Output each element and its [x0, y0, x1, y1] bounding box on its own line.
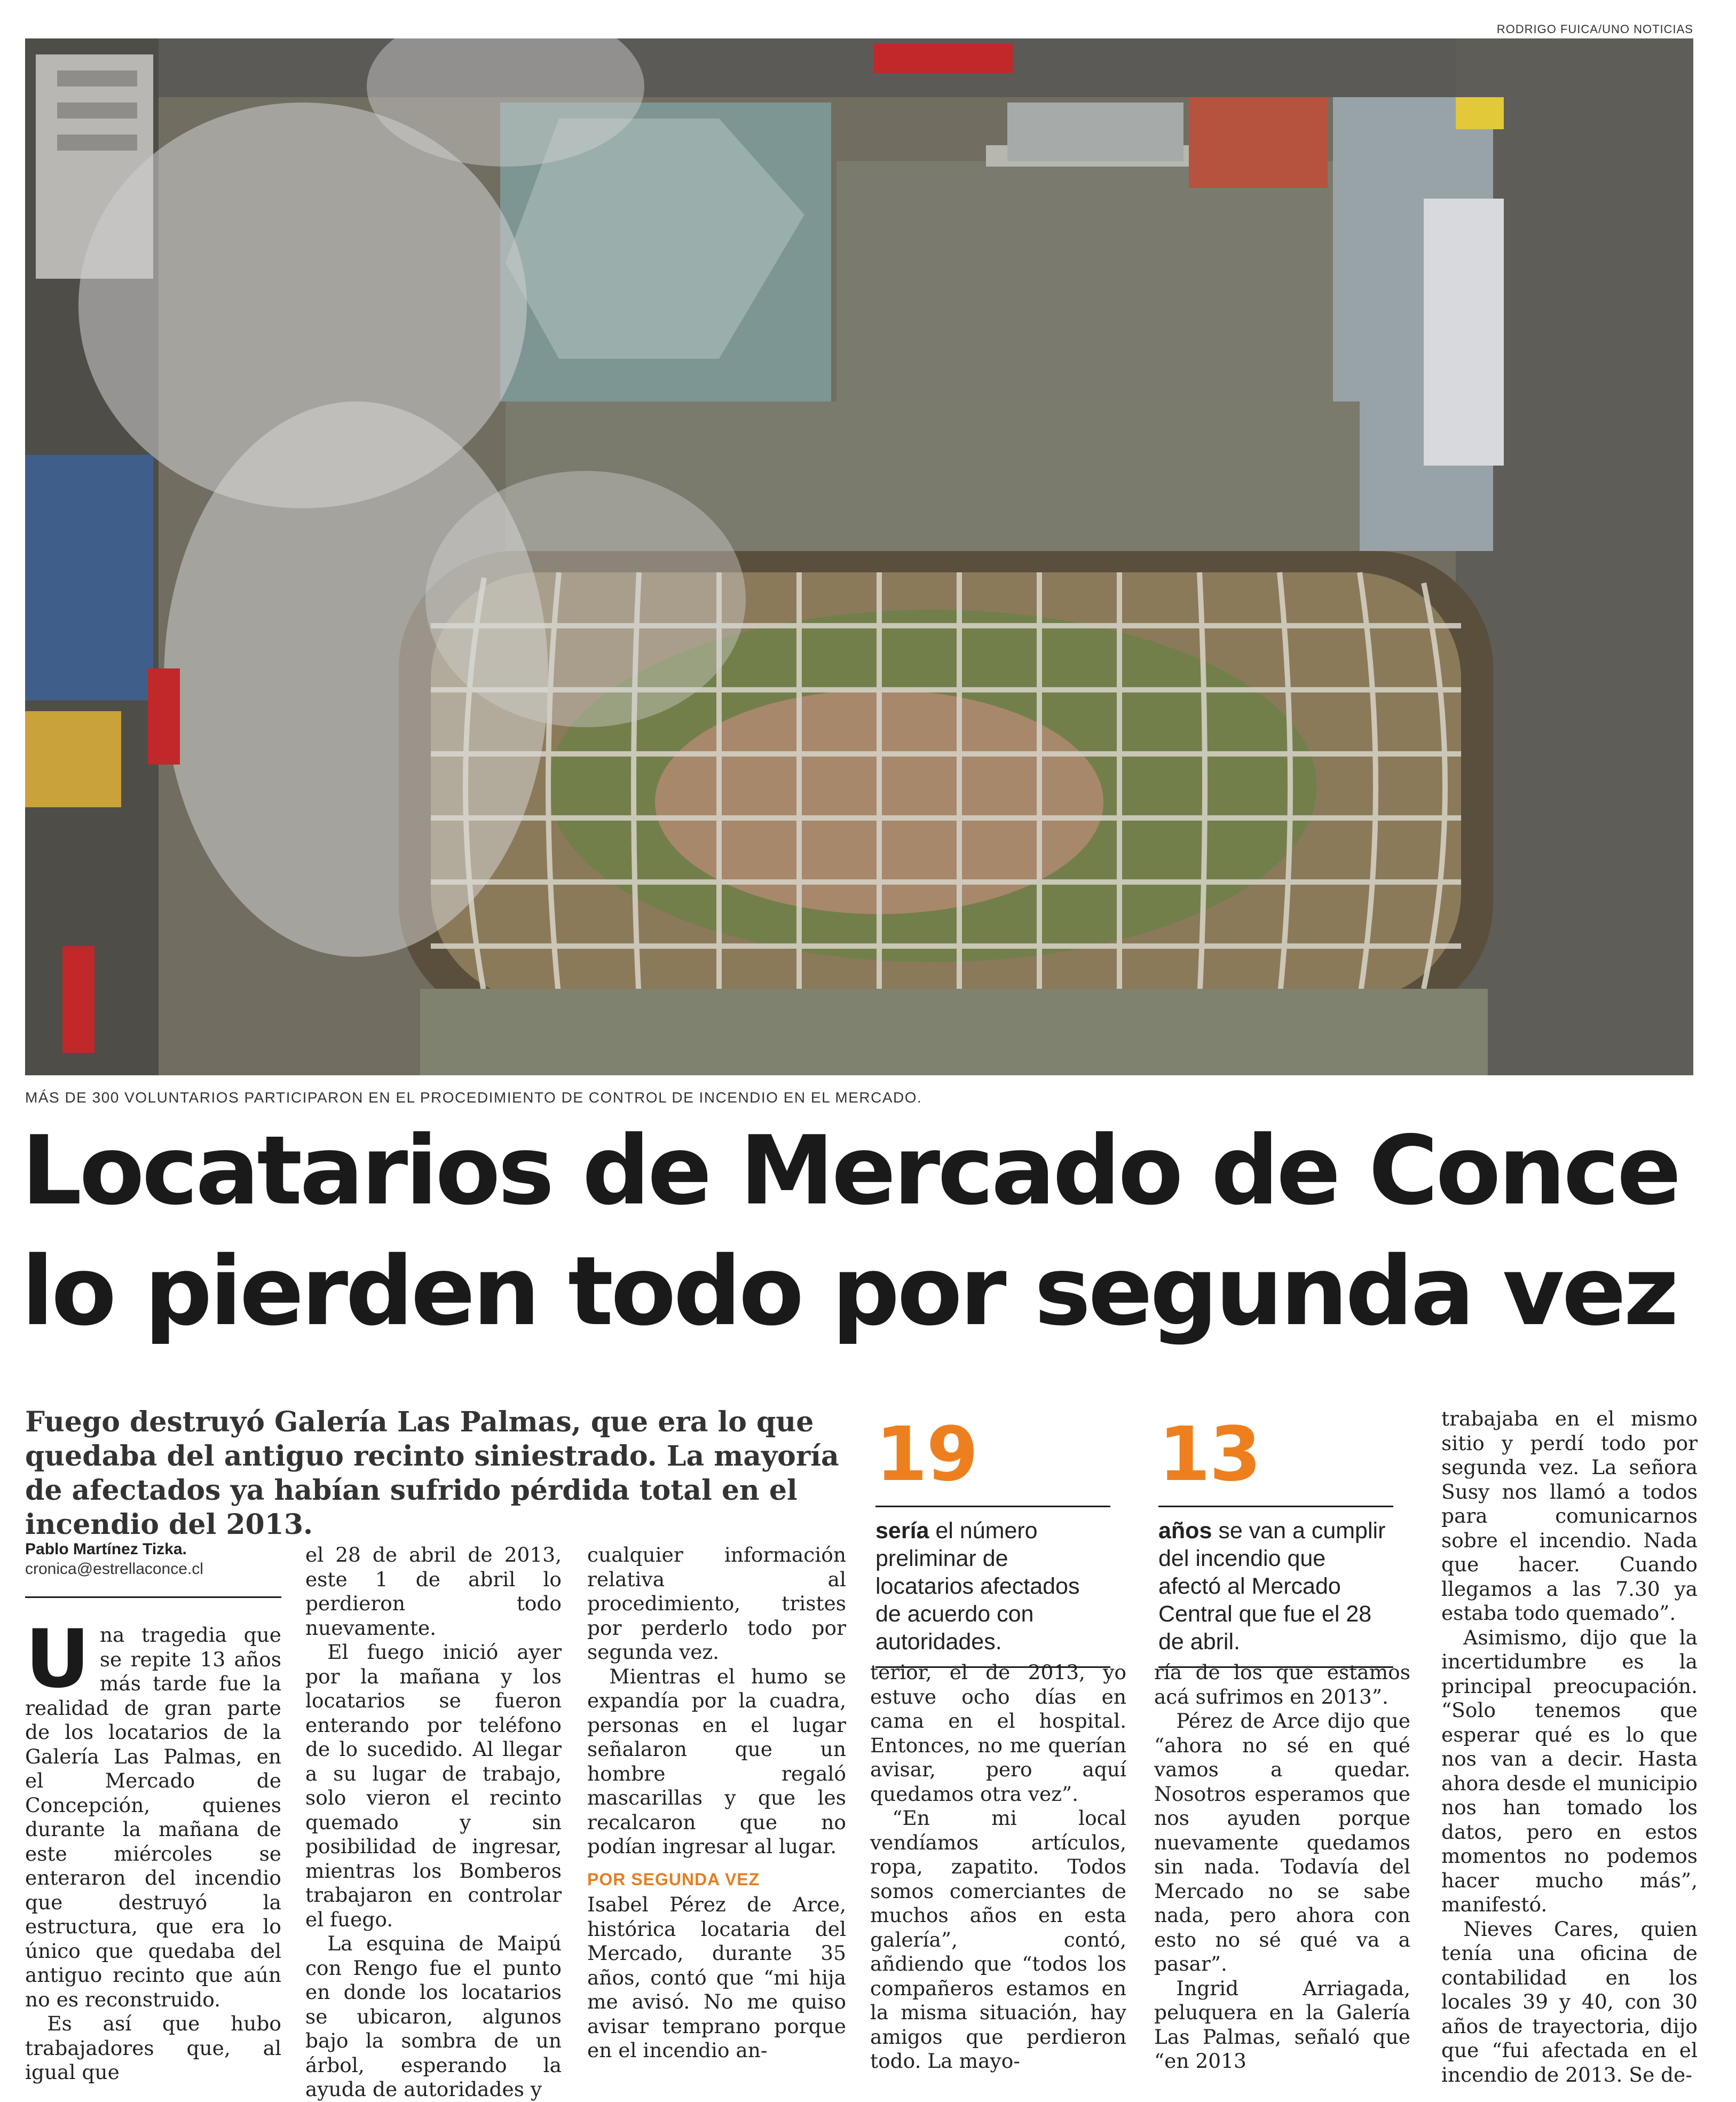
paragraph: Mientras el humo se expandía por la cuadra, personas en el lugar señalaron que un hombre regaló mascarillas y que les recalcaron que no podían ingresar al lugar. — [587, 1664, 846, 1858]
byline-author: Pablo Martínez Tizka. — [25, 1540, 187, 1558]
article-column-3 — [587, 1543, 846, 2063]
article-column-2 — [305, 1543, 562, 2102]
stat-divider — [1158, 1506, 1393, 1507]
deck: Fuego destruyó Galería Las Palmas, que era lo que quedaba del antiguo recinto siniestrado. La mayoría de afectados ya habían sufrido pérdida total en el incendio del 2013. — [25, 1406, 839, 1541]
headline-line-1: Locatarios de Mercado de Conce — [21, 1115, 1679, 1226]
stat-number: 13 — [1158, 1411, 1260, 1498]
article-column-5 — [1154, 1660, 1410, 2074]
paragraph: Ingrid Arriagada, peluquera en la Galería Las Palmas, señaló que “en 2013 — [1154, 1976, 1410, 2073]
paragraph: Nieves Cares, quien tenía una oficina de contabilidad en los locales 39 y 40, con 30 años de trayectoria, dijo que “fui afectada en el incendio de 2013. Se de- — [1441, 1917, 1698, 2087]
headline-line-2: lo pierden todo por segunda vez — [21, 1236, 1676, 1347]
photo-credit: RODRIGO FUICA/UNO NOTICIAS — [1496, 22, 1693, 36]
paragraph: La esquina de Maipú con Rengo fue el punto en donde los locatarios se ubicaron, algunos bajo la sombra de un árbol, esperando la ayuda de autoridades y — [305, 1932, 562, 2101]
byline-divider — [25, 1596, 281, 1598]
article-column-6 — [1441, 1407, 1698, 2087]
aerial-photo-illustration — [25, 38, 1693, 1075]
byline-email: cronica@estrellaconce.cl — [25, 1560, 203, 1578]
stat-divider — [875, 1506, 1110, 1507]
drop-cap: U — [25, 1613, 90, 1706]
stat-text: años se van a cumplir del incendio que afectó al Mercado Central que fue el 28 de abril. — [1158, 1518, 1386, 1655]
paragraph: trabajaba en el mismo sitio y perdí todo por segunda vez. La señora Susy nos llamó a todos para comunicarnos sobre el incendio. Nada que hacer. Cuando llegamos a las 7.30 ya estaba todo quemado”. — [1441, 1407, 1698, 1625]
paragraph: “En mi local vendíamos artículos, ropa, zapatito. Todos somos comerciantes de muchos años en esta galería”, contó, añdiendo que “todos los compañeros estamos en la misma situación, hay amigos que perdieron todo. La mayo- — [870, 1806, 1126, 2073]
stat-number: 19 — [875, 1411, 977, 1498]
subhead: POR SEGUNDA VEZ — [587, 1869, 760, 1889]
stat-box-1 — [875, 1411, 1110, 1668]
paragraph: Pérez de Arce dijo que “ahora no sé en qué vamos a quedar. Nosotros esperamos que nos ayuden porque nuevamente quedamos sin nada. Todavía del Mercado no se sabe nada, pero ahora con esto no sé qué va a pasar”. — [1154, 1709, 1410, 1975]
paragraph: el 28 de abril de 2013, este 1 de abril lo perdieron todo nuevamente. — [305, 1543, 562, 1640]
stat-text: sería el número preliminar de locatarios afectados de acuerdo con autoridades. — [875, 1518, 1080, 1655]
article-column-4 — [870, 1660, 1126, 2074]
paragraph: El fuego inició ayer por la mañana y los locatarios se fueron enterando por teléfono de lo sucedido. Al llegar a su lugar de trabajo, solo vieron el recinto quemado y sin posibilidad de ingresar, mientras los Bomberos trabajaron en controlar el fuego. — [305, 1640, 562, 1931]
paragraph: Asimismo, dijo que la incertidumbre es la principal preocupación. “Solo tenemos que esperar qué es lo que nos van a decir. Hasta ahora desde el municipio nos han tomado los datos, pero en estos momentos no podemos hacer mucho más”, manifestó. — [1441, 1625, 1698, 1916]
photo-caption: MÁS DE 300 VOLUNTARIOS PARTICIPARON EN EL PROCEDIMIENTO DE CONTROL DE INCENDIO EN EL MERCADO. — [25, 1089, 922, 1106]
aerial-photo — [25, 38, 1693, 1075]
paragraph: terior, el de 2013, yo estuve ocho días en cama en el hospital. Entonces, no me querían avisar, pero aquí quedamos otra vez”. — [870, 1660, 1126, 1806]
headline — [21, 1111, 1719, 1352]
paragraph: na tragedia que se repite 13 años más tarde fue la realidad de gran parte de los locatarios de la Galería Las Palmas, en el Mercado de Concepción, quienes durante la mañana de este miércoles se enteraron del incendio que destruyó la estructura, que era lo único que quedaba del antiguo recinto que aún no es reconstruido. — [25, 1623, 281, 2011]
paragraph: Es así que hubo trabajadores que, al igual que — [25, 2012, 281, 2084]
stat-box-2 — [1158, 1411, 1393, 1668]
paragraph: ría de los que estamos acá sufrimos en 2013”. — [1154, 1660, 1410, 1709]
article-column-1 — [25, 1613, 281, 2085]
paragraph: Isabel Pérez de Arce, histórica locataria del Mercado, durante 35 años, contó que “mi hija me avisó. No me quiso avisar temprano porque en el incendio an- — [587, 1893, 846, 2062]
paragraph: cualquier información relativa al procedimiento, tristes por perderlo todo por segunda vez. — [587, 1543, 846, 1664]
